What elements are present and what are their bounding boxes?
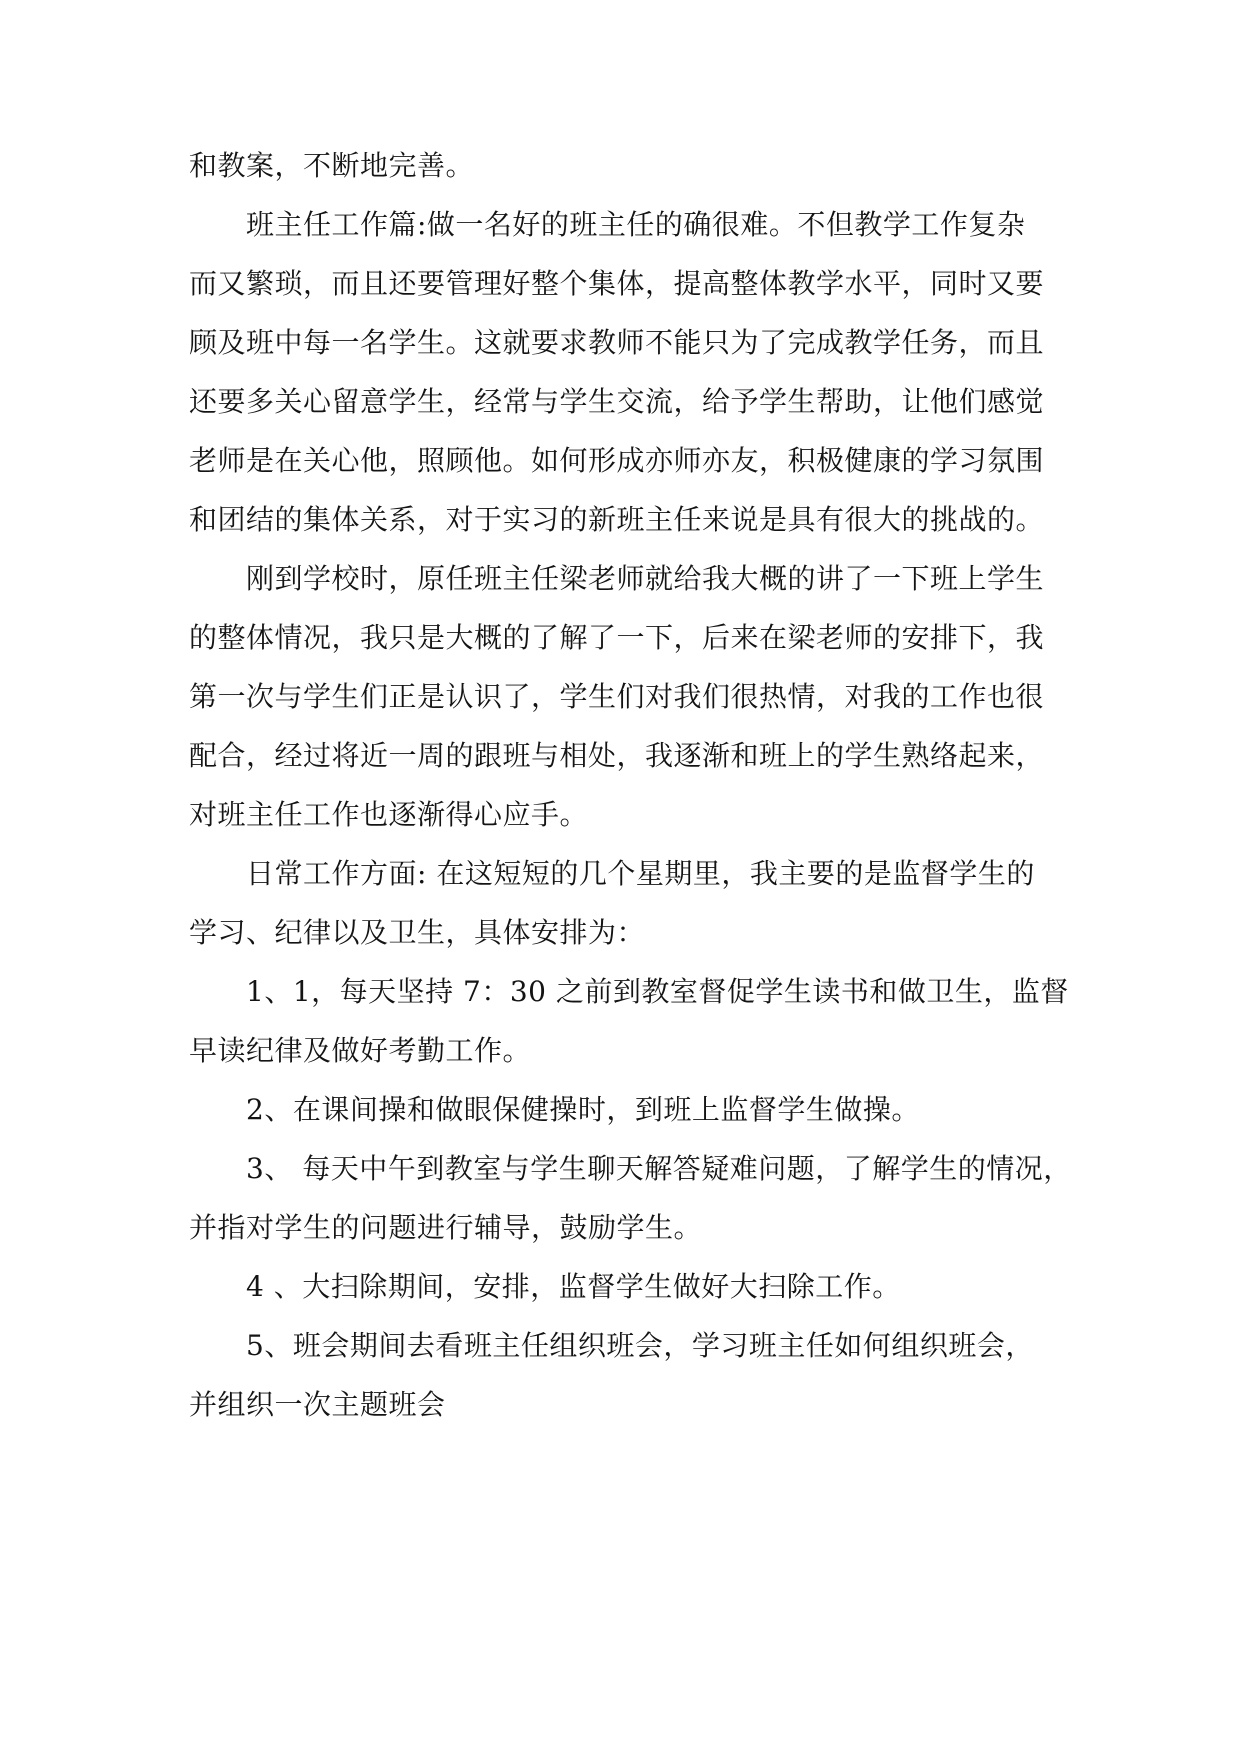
paragraph-start-line: 日常工作方面: 在这短短的几个星期里，我主要的是监督学生的	[246, 857, 1035, 890]
paragraph-start-line: 班主任工作篇:做一名好的班主任的确很难。不但教学工作复杂	[246, 208, 1026, 241]
list-item-1-line: 1、1，每天坚持 7：30 之前到教室督促学生读书和做卫生，监督	[246, 975, 1069, 1008]
text-line: 顾及班中每一名学生。这就要求教师不能只为了完成教学任务，而且	[189, 326, 1045, 359]
text-line: 并指对学生的问题进行辅导，鼓励学生。	[189, 1211, 703, 1244]
text-line: 而又繁琐，而且还要管理好整个集体，提高整体教学水平，同时又要	[189, 267, 1045, 300]
text-line: 和团结的集体关系，对于实习的新班主任来说是具有很大的挑战的。	[189, 503, 1045, 536]
text-line: 并组织一次主题班会	[189, 1388, 446, 1421]
text-line: 学习、纪律以及卫生，具体安排为：	[189, 916, 646, 949]
text-line: 的整体情况，我只是大概的了解了一下，后来在梁老师的安排下，我	[189, 621, 1045, 654]
text-line: 老师是在关心他，照顾他。如何形成亦师亦友，积极健康的学习氛围	[189, 444, 1045, 477]
text-line: 和教案，不断地完善。	[189, 149, 475, 182]
list-item-4-line: 4 、大扫除期间，安排，监督学生做好大扫除工作。	[246, 1270, 901, 1303]
list-item-3-line: 3、 每天中午到教室与学生聊天解答疑难问题，了解学生的情况，	[246, 1152, 1072, 1185]
text-line: 对班主任工作也逐渐得心应手。	[189, 798, 589, 831]
text-line: 第一次与学生们正是认识了，学生们对我们很热情，对我的工作也很	[189, 680, 1045, 713]
paragraph-start-line: 刚到学校时，原任班主任梁老师就给我大概的讲了一下班上学生	[246, 562, 1045, 595]
text-line: 配合，经过将近一周的跟班与相处，我逐渐和班上的学生熟络起来，	[189, 739, 1045, 772]
list-item-2-line: 2、在课间操和做眼保健操时，到班上监督学生做操。	[246, 1093, 920, 1126]
text-line: 还要多关心留意学生，经常与学生交流，给予学生帮助，让他们感觉	[189, 385, 1045, 418]
list-item-5-line: 5、班会期间去看班主任组织班会，学习班主任如何组织班会，	[246, 1329, 1034, 1362]
text-line: 早读纪律及做好考勤工作。	[189, 1034, 532, 1067]
